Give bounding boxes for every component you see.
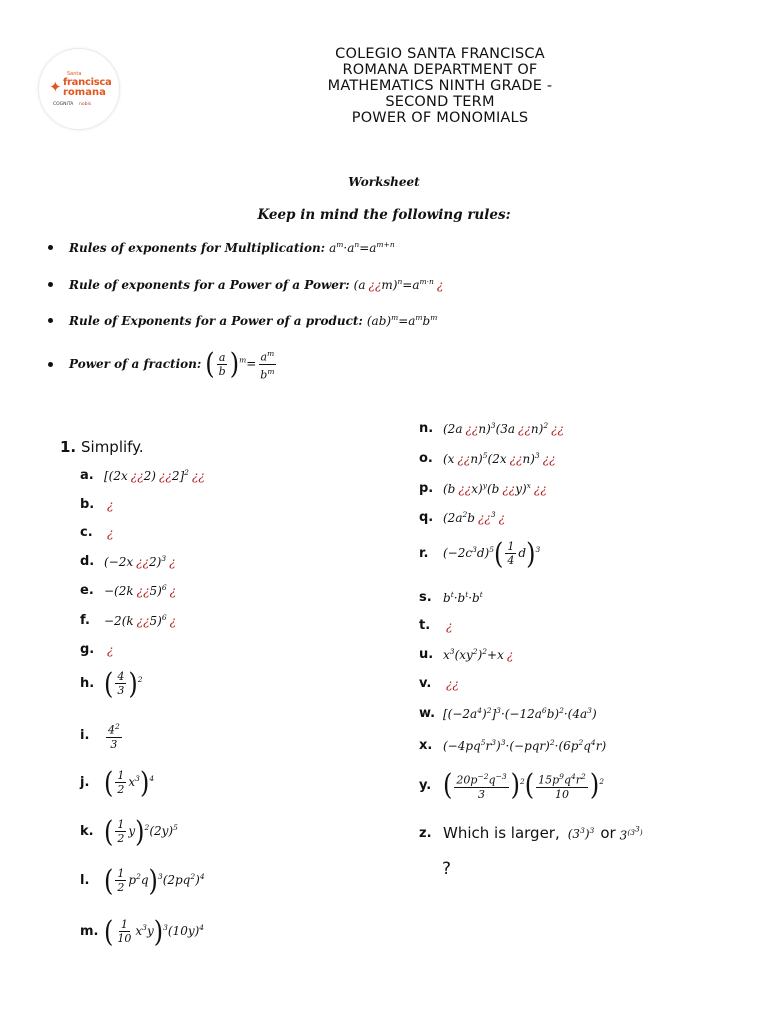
item-m	[80, 914, 205, 949]
item-expression: [(2x ¿¿2) ¿¿2]$^2$ ¿¿	[104, 468, 205, 483]
rule-power-of-fraction	[48, 347, 278, 381]
item-k	[80, 814, 178, 849]
item-label: x.	[419, 738, 433, 753]
item-expression: $x^3(xy^2)^2+x$ ¿	[443, 647, 514, 662]
item-label: q.	[419, 510, 434, 525]
item-expression: $[(-2a^4)^2]^3\cdot(-12a^6b)^2\cdot(4a^3)$	[443, 706, 597, 721]
rule-label: Power of a fraction:	[69, 357, 202, 372]
item-x	[419, 738, 606, 753]
item-expression: ( $\frac{1}{2}$ $p^2q)^3(2pq^2)^4$	[104, 863, 205, 898]
item-t	[419, 618, 452, 633]
item-label: j.	[80, 775, 90, 790]
item-j	[80, 765, 155, 800]
z-question-mark: ?	[442, 859, 452, 879]
rule-label: Rules of exponents for Multiplication:	[69, 240, 326, 255]
bullet-icon	[48, 245, 53, 250]
item-label: v.	[419, 676, 432, 691]
logo-text-3: romana	[63, 87, 106, 98]
item-label: n.	[419, 421, 434, 436]
title-line: SECOND TERM	[385, 94, 495, 110]
exercise-number: 1.	[60, 438, 77, 456]
worksheet-label: Worksheet	[348, 175, 420, 189]
rule-formula: $(ab)^m=a^mb^m$	[366, 313, 438, 328]
item-expression: ¿	[446, 618, 453, 633]
bullet-icon	[48, 362, 53, 367]
item-e	[80, 583, 176, 598]
item-expression: −2(k ¿¿5)$^6$ ¿	[104, 613, 177, 628]
item-expression: ¿	[107, 642, 114, 657]
item-n	[419, 421, 564, 436]
item-label: o.	[419, 451, 433, 466]
item-expression: ¿	[107, 525, 114, 540]
item-label: k.	[80, 824, 94, 839]
item-label: t.	[419, 618, 431, 633]
item-label: c.	[80, 525, 93, 540]
item-expression: ( $\frac{1}{2}$ $x^3)^4$	[104, 765, 155, 800]
item-expression: $\frac{4^2}{3}$	[108, 722, 120, 751]
item-r	[419, 536, 541, 571]
item-label: h.	[80, 676, 95, 691]
item-q	[419, 510, 505, 525]
bullet-icon	[48, 282, 53, 287]
item-label: w.	[419, 706, 436, 721]
item-v	[419, 676, 459, 691]
exercise-instruction: Simplify.	[81, 438, 144, 456]
rule-formula: (a ¿¿$m)^n=a^{m\cdot n}$ ¿	[353, 277, 444, 292]
item-label: s.	[419, 590, 432, 605]
rules-heading: Keep in mind the following rules:	[257, 207, 511, 223]
rule-label: Rule of Exponents for a Power of a product:	[69, 313, 363, 328]
item-z	[419, 824, 643, 843]
title-line: MATHEMATICS NINTH GRADE -	[327, 78, 553, 94]
item-s	[419, 590, 483, 605]
logo-flame-icon: ✦	[49, 78, 62, 96]
item-label: f.	[80, 613, 90, 628]
item-y	[419, 770, 604, 801]
item-label: b.	[80, 497, 95, 512]
item-expression: ( $\frac{20p^{-2}q^{-3}}{3}$ )$^2$( $\frac{15p^9q^4r^2}{10}$ )$^2$	[443, 768, 604, 803]
item-expression: (2a ¿¿n)$^3$(3a ¿¿n)$^2$ ¿¿	[443, 421, 564, 436]
item-label: l.	[80, 873, 90, 888]
rule-formula: ( $\frac{a}{b}$ )$^m$= $\frac{a^m}{b^m}$	[205, 347, 275, 382]
z-or: or	[600, 824, 616, 843]
logo-text-2: francisca	[63, 77, 112, 88]
z-prefix: Which is larger,	[443, 824, 560, 843]
page-title	[270, 46, 610, 126]
item-expression: ( $\frac{1}{10}$ $x^3y)^3(10y)^4$	[104, 914, 205, 949]
item-label: r.	[419, 546, 429, 561]
item-expression: $b^t\cdot b^t\cdot b^t$	[443, 590, 483, 605]
item-expression: 3$^{(3^3)}$	[619, 824, 643, 843]
item-expression: ( $\frac{4}{3}$ )$^2$	[104, 666, 143, 701]
item-label: e.	[80, 583, 94, 598]
item-expression: ($2a^2b$ ¿¿$^3$ ¿	[443, 510, 506, 525]
rule-formula: $a^m\cdot a^n=a^{m+n}$	[329, 240, 395, 255]
item-label: p.	[419, 481, 434, 496]
item-o	[419, 451, 556, 466]
item-expression: $(-4pq^5r^3)^3\cdot(-pqr)^2\cdot(6p^2q^4r)$	[443, 738, 607, 753]
item-a	[80, 468, 205, 483]
item-expression: (x ¿¿n)$^5$(2x ¿¿n)$^3$ ¿¿	[443, 451, 556, 466]
item-l	[80, 863, 205, 898]
school-logo	[38, 48, 120, 130]
item-expression: ¿¿	[446, 676, 459, 691]
item-expression: (−2x ¿¿2)$^3$ ¿	[104, 554, 176, 569]
item-p	[419, 481, 547, 496]
item-label: m.	[80, 924, 99, 939]
item-expression: ¿	[107, 497, 114, 512]
item-label: u.	[419, 647, 434, 662]
logo-brand-2: nobis	[79, 102, 92, 107]
item-c	[80, 525, 113, 540]
rule-power-of-product	[48, 313, 437, 328]
logo-brand-1: COGNITA	[53, 102, 74, 107]
exercise-heading	[60, 438, 144, 456]
item-b	[80, 497, 113, 512]
item-d	[80, 554, 176, 569]
item-expression: ( $\frac{1}{2}$ $y)^2(2y)^5$	[104, 814, 178, 849]
item-expression: $(3^3)^3$	[567, 825, 595, 841]
title-line: ROMANA DEPARTMENT OF	[342, 62, 538, 78]
rule-power-of-power	[48, 277, 443, 292]
title-line: COLEGIO SANTA FRANCISCA	[335, 46, 545, 62]
item-label: d.	[80, 554, 95, 569]
item-label: a.	[80, 468, 94, 483]
item-expression: (b ¿¿x)$^y$(b ¿¿y)$^x$ ¿¿	[443, 481, 547, 496]
bullet-icon	[48, 318, 53, 323]
item-label: i.	[80, 727, 90, 743]
item-expression: −(2k ¿¿5)$^6$ ¿	[104, 583, 177, 598]
item-i	[80, 720, 124, 751]
item-expression: $(-2c^3d)^5$( $\frac{1}{4}$ d)$^3$	[443, 536, 541, 571]
item-label: y.	[419, 777, 432, 793]
item-label: z.	[419, 825, 432, 841]
item-label: g.	[80, 642, 95, 657]
item-h	[80, 666, 143, 701]
title-line: POWER OF MONOMIALS	[351, 110, 529, 126]
rule-multiplication	[48, 240, 395, 255]
rule-label: Rule of exponents for a Power of a Power:	[69, 277, 350, 292]
item-w	[419, 706, 597, 721]
item-f	[80, 613, 176, 628]
item-u	[419, 647, 513, 662]
logo-text-1: Santa	[67, 71, 82, 77]
item-g	[80, 642, 113, 657]
